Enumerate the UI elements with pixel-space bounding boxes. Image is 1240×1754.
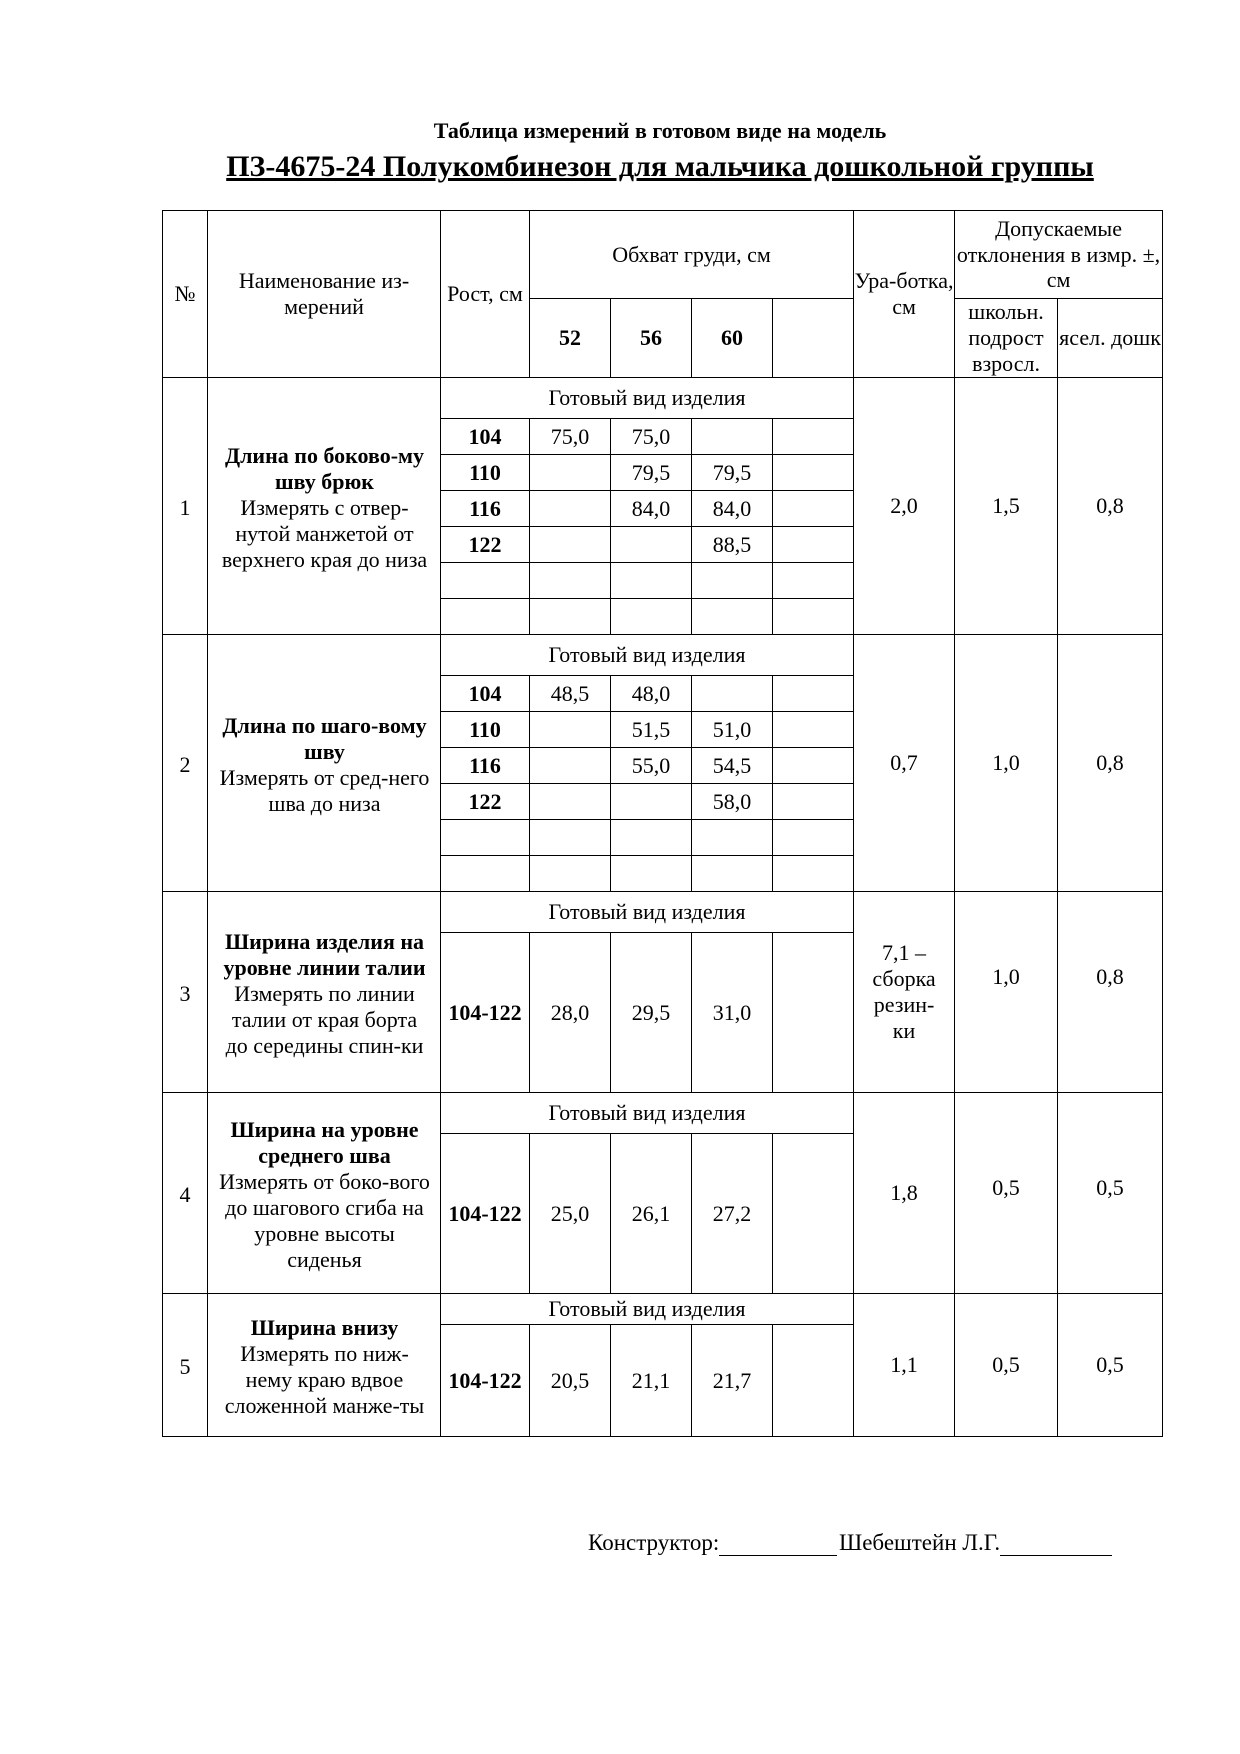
value-cell: 48,0 — [611, 676, 692, 712]
empty-cell — [441, 820, 530, 856]
value-cell: 88,5 — [692, 527, 773, 563]
work-value: 2,0 — [854, 378, 955, 635]
measurement-name — [208, 1294, 441, 1437]
value-cell — [530, 455, 611, 491]
value-cell: 75,0 — [611, 419, 692, 455]
value-cell: 79,5 — [611, 455, 692, 491]
empty-cell — [441, 563, 530, 599]
header-tol-nursery: ясел. дошк — [1058, 299, 1163, 378]
signature-line-end — [1000, 1533, 1112, 1556]
empty-cell — [773, 1325, 854, 1437]
empty-cell — [530, 563, 611, 599]
value-cell: 29,5 — [611, 933, 692, 1093]
empty-cell — [773, 856, 854, 892]
height-cell: 104-122 — [441, 1134, 530, 1294]
model-title: ПЗ-4675-24 Полукомбинезон для мальчика дошкольной группы — [226, 150, 1094, 183]
table-row — [163, 892, 1163, 933]
tol-nursery-value: 0,8 — [1058, 892, 1163, 1093]
row-number: 2 — [163, 635, 208, 892]
empty-cell — [530, 856, 611, 892]
height-cell: 104-122 — [441, 933, 530, 1093]
height-cell: 116 — [441, 491, 530, 527]
row-number: 5 — [163, 1294, 208, 1437]
size-52: 52 — [530, 299, 611, 378]
empty-cell — [441, 599, 530, 635]
height-cell: 104 — [441, 419, 530, 455]
height-cell: 110 — [441, 455, 530, 491]
value-cell: 48,5 — [530, 676, 611, 712]
ready-label: Готовый вид изделия — [441, 892, 854, 933]
value-cell: 79,5 — [692, 455, 773, 491]
value-cell — [692, 419, 773, 455]
size-56: 56 — [611, 299, 692, 378]
empty-cell — [611, 563, 692, 599]
measurement-name — [208, 378, 441, 635]
value-cell — [530, 748, 611, 784]
value-cell: 28,0 — [530, 933, 611, 1093]
value-cell — [773, 784, 854, 820]
value-cell — [530, 527, 611, 563]
ready-label: Готовый вид изделия — [441, 378, 854, 419]
work-value: 7,1 – сборка резин-ки — [854, 892, 955, 1093]
value-cell: 31,0 — [692, 933, 773, 1093]
row-number: 4 — [163, 1093, 208, 1294]
measurement-name — [208, 635, 441, 892]
measurement-title: Ширина изделия на уровне линии талии — [223, 929, 426, 981]
value-cell — [773, 748, 854, 784]
document-title: Таблица измерений в готовом виде на модель — [433, 118, 887, 143]
empty-cell — [611, 599, 692, 635]
row-number: 3 — [163, 892, 208, 1093]
empty-cell — [692, 820, 773, 856]
tol-nursery-value: 0,8 — [1058, 635, 1163, 892]
size-empty — [773, 299, 854, 378]
work-value: 1,1 — [854, 1294, 955, 1437]
value-cell — [773, 491, 854, 527]
tol-school-value: 0,5 — [955, 1294, 1058, 1437]
empty-cell — [692, 599, 773, 635]
value-cell: 58,0 — [692, 784, 773, 820]
height-cell: 104-122 — [441, 1325, 530, 1437]
empty-cell — [773, 1134, 854, 1294]
empty-cell — [530, 820, 611, 856]
table-row — [163, 378, 1163, 419]
value-cell — [773, 676, 854, 712]
empty-cell — [773, 599, 854, 635]
signature — [588, 1530, 1112, 1556]
empty-cell — [773, 933, 854, 1093]
measurement-title: Длина по шаго-вому шву — [222, 713, 427, 765]
empty-cell — [611, 856, 692, 892]
value-cell — [611, 527, 692, 563]
header-tol-school: школьн. подрост взросл. — [955, 299, 1058, 378]
ready-label: Готовый вид изделия — [441, 1093, 854, 1134]
table-row — [163, 1294, 1163, 1325]
ready-label: Готовый вид изделия — [441, 1294, 854, 1325]
table-row — [163, 635, 1163, 676]
signature-name: Шебештейн Л.Г. — [839, 1530, 1001, 1555]
value-cell: 84,0 — [611, 491, 692, 527]
empty-cell — [773, 563, 854, 599]
tol-school-value: 1,0 — [955, 892, 1058, 1093]
signature-line — [719, 1533, 837, 1556]
measurement-desc: Измерять от сред-него шва до низа — [219, 765, 430, 816]
tol-school-value: 0,5 — [955, 1093, 1058, 1294]
value-cell: 51,0 — [692, 712, 773, 748]
value-cell — [530, 712, 611, 748]
measurement-desc: Измерять от боко-вого до шагового сгиба на уровне высоты сиденья — [219, 1169, 430, 1272]
measurement-title: Ширина внизу — [250, 1315, 399, 1341]
value-cell: 25,0 — [530, 1134, 611, 1294]
measurement-name — [208, 892, 441, 1093]
value-cell — [773, 455, 854, 491]
height-cell: 104 — [441, 676, 530, 712]
tol-school-value: 1,5 — [955, 378, 1058, 635]
value-cell — [692, 676, 773, 712]
header-no: № — [163, 211, 208, 378]
value-cell — [611, 784, 692, 820]
header-work: Ура-ботка, см — [854, 211, 955, 378]
size-60: 60 — [692, 299, 773, 378]
height-cell: 122 — [441, 784, 530, 820]
value-cell: 26,1 — [611, 1134, 692, 1294]
tol-nursery-value: 0,5 — [1058, 1294, 1163, 1437]
value-cell: 51,5 — [611, 712, 692, 748]
ready-label: Готовый вид изделия — [441, 635, 854, 676]
header-chest: Обхват груди, см — [530, 211, 854, 299]
signature-label: Конструктор: — [588, 1530, 720, 1555]
measurement-title: Длина по боково-му шву брюк — [224, 443, 425, 495]
table-row — [163, 1093, 1163, 1134]
measurement-title: Ширина на уровне среднего шва — [230, 1117, 419, 1169]
height-cell: 110 — [441, 712, 530, 748]
empty-cell — [692, 563, 773, 599]
header-tolerance: Допускаемые отклонения в измр. ±, см — [955, 211, 1163, 299]
value-cell: 27,2 — [692, 1134, 773, 1294]
value-cell — [773, 527, 854, 563]
value-cell: 21,1 — [611, 1325, 692, 1437]
value-cell: 55,0 — [611, 748, 692, 784]
work-value: 0,7 — [854, 635, 955, 892]
measurement-desc: Измерять по ниж-нему краю вдвое сложенной манже-ты — [224, 1341, 425, 1418]
empty-cell — [692, 856, 773, 892]
empty-cell — [773, 820, 854, 856]
value-cell: 84,0 — [692, 491, 773, 527]
value-cell — [530, 491, 611, 527]
height-cell: 122 — [441, 527, 530, 563]
empty-cell — [530, 599, 611, 635]
tol-school-value: 1,0 — [955, 635, 1058, 892]
value-cell — [773, 419, 854, 455]
header-name: Наименование из-мерений — [208, 211, 441, 378]
value-cell — [773, 712, 854, 748]
row-number: 1 — [163, 378, 208, 635]
measurement-name — [208, 1093, 441, 1294]
measurement-desc: Измерять с отвер-нутой манжетой от верхнего края до низа — [221, 495, 428, 572]
value-cell: 21,7 — [692, 1325, 773, 1437]
value-cell: 54,5 — [692, 748, 773, 784]
value-cell: 75,0 — [530, 419, 611, 455]
value-cell — [530, 784, 611, 820]
measurement-table — [162, 210, 1163, 1437]
empty-cell — [441, 856, 530, 892]
empty-cell — [611, 820, 692, 856]
tol-nursery-value: 0,5 — [1058, 1093, 1163, 1294]
measurement-desc: Измерять по линии талии от края борта до середины спин-ки — [225, 981, 424, 1058]
height-cell: 116 — [441, 748, 530, 784]
tol-nursery-value: 0,8 — [1058, 378, 1163, 635]
value-cell: 20,5 — [530, 1325, 611, 1437]
work-value: 1,8 — [854, 1093, 955, 1294]
header-height: Рост, см — [441, 211, 530, 378]
